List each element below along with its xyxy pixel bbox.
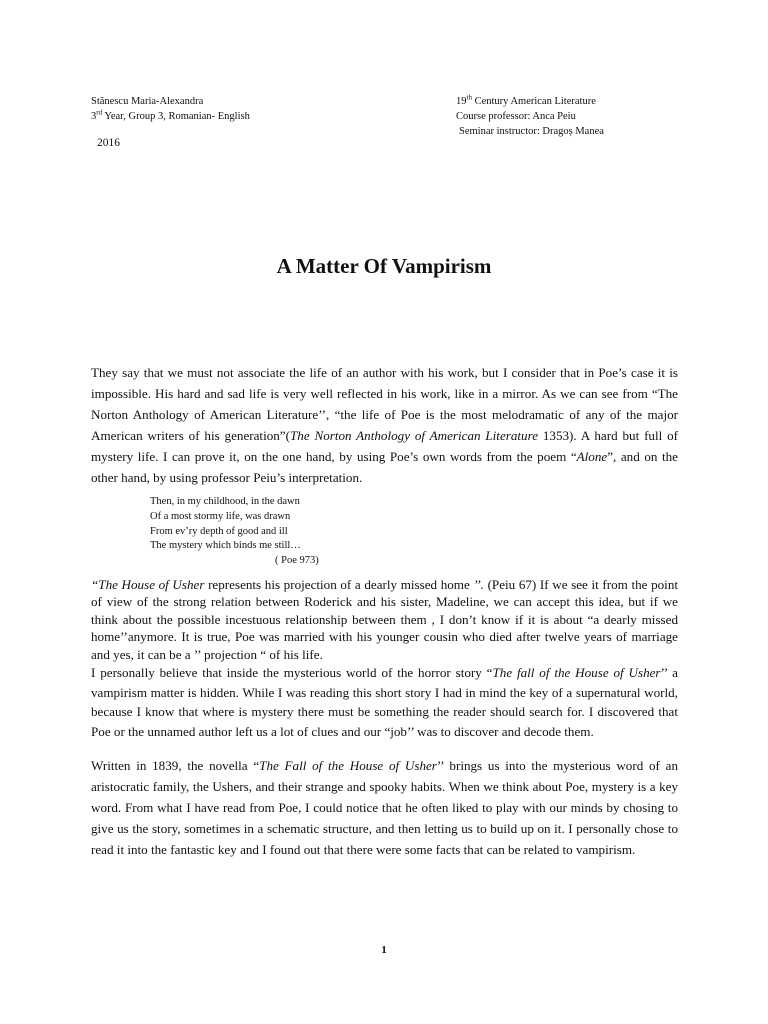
date: 2016 <box>97 137 120 149</box>
paragraph-4-text-c: ’’ brings us into the mysterious word of an aristocratic family, the Ushers, and their strange and spooky habits. When we think about Poe, mystery is a key word. From what I have read from Poe, I could notice that he often liked to play with our minds by chosing to give us the story, sometimes in a schematic structure, and then letting us to build up on it. I personally chose to read it into the fantastic key and I found out that there were some facts that can be related to vampirism. <box>91 758 678 858</box>
year-ordinal-suffix: rd <box>96 108 103 117</box>
year-ordinal: 3 <box>91 111 97 122</box>
student-year-group <box>91 109 250 124</box>
paragraph-3 <box>91 663 678 741</box>
paragraph-4 <box>91 755 678 860</box>
paragraph-3-text-a: I personally believe that inside the mysterious world of the horror story “ <box>91 665 493 681</box>
paragraph-4-italic-b: The Fall of the House of Usher <box>259 758 437 774</box>
poem-line-4: The mystery which binds me still… <box>150 540 301 552</box>
paragraph-1-italic-b: The Norton Anthology of American Literature <box>289 428 539 443</box>
paragraph-1-text-c: 1353). A hard but full of mystery life. I can prove it, on the one hand, by using Poe’s own words from the poem “ <box>91 428 679 464</box>
course-number: 19 <box>456 96 467 107</box>
course-name <box>456 94 604 109</box>
paragraph-2-text-b: represents his projection of a dearly missed home <box>204 576 474 592</box>
course-name-text: Century American Literature <box>471 96 596 107</box>
poem-line-2: Of a most stormy life, was drawn <box>150 510 291 522</box>
paragraph-4-text-a: Written in 1839, the novella “ <box>91 758 260 774</box>
paragraph-2-italic-a: “The House of Usher <box>91 576 205 592</box>
page-number: 1 <box>381 944 387 956</box>
poem-line-1: Then, in my childhood, in the dawn <box>150 496 300 507</box>
essay-title: A Matter Of Vampirism <box>276 254 492 278</box>
student-name: Stănescu Maria-Alexandra <box>91 96 204 107</box>
paragraph-2-italic-c: ’’. <box>473 576 484 592</box>
paragraph-1-text-e: ”, and on the other hand, by using professor Peiu’s interpretation. <box>91 449 678 485</box>
course-professor: Course professor: Anca Peiu <box>456 111 576 122</box>
paragraph-3-italic-b: The fall of the House of Usher <box>492 665 661 681</box>
year-group-text: Year, Group 3, Romanian- English <box>102 111 250 122</box>
paragraph-1-text-a: They say that we must not associate the life of an author with his work, but I consider that in Poe’s case it is impossible. His hard and sad life is very well reflected in his work, like in a mirror. As we can see from “The Norton Anthology of American Literature’’, “the life of Poe is the most melodramatic of any of the major American writers of his generation”( <box>91 365 678 443</box>
poem-line-3: From ev’ry depth of good and ill <box>150 525 288 537</box>
paragraph-1 <box>91 362 678 488</box>
paragraph-3-text-c: ’’ a vampirism matter is hidden. While I was reading this short story I had in mind the key of a supernatural world, because I know that where is mystery there must be something the reader should search for. I discovered that Poe or the unnamed author left us a lot of clues and our “job’’ was to discover and decode them. <box>91 665 678 739</box>
seminar-instructor: Seminar instructor: Dragoș Manea <box>459 126 604 137</box>
paragraph-2 <box>91 576 678 664</box>
paragraph-1-italic-d: Alone <box>576 449 608 464</box>
course-number-suffix: th <box>466 93 472 102</box>
paragraph-2-text-d: (Peiu 67) If we see it from the point of view of the strong relation between Roderick and his sister, Madeline, we can accept this idea, but if we think about the possible incestuous relationship between them , I don’t know if it is about “a dearly missed home’’anymore. It is true, Poe was married with his younger cousin who died after twelve years of marriage and yes, it can be a ’’ projection “ of his life. <box>91 576 679 662</box>
header-course-info <box>456 94 604 139</box>
poem-quote <box>150 495 678 569</box>
header-student-info <box>91 94 250 124</box>
poem-citation: ( Poe 973) <box>275 555 319 567</box>
essay-body <box>91 362 678 860</box>
